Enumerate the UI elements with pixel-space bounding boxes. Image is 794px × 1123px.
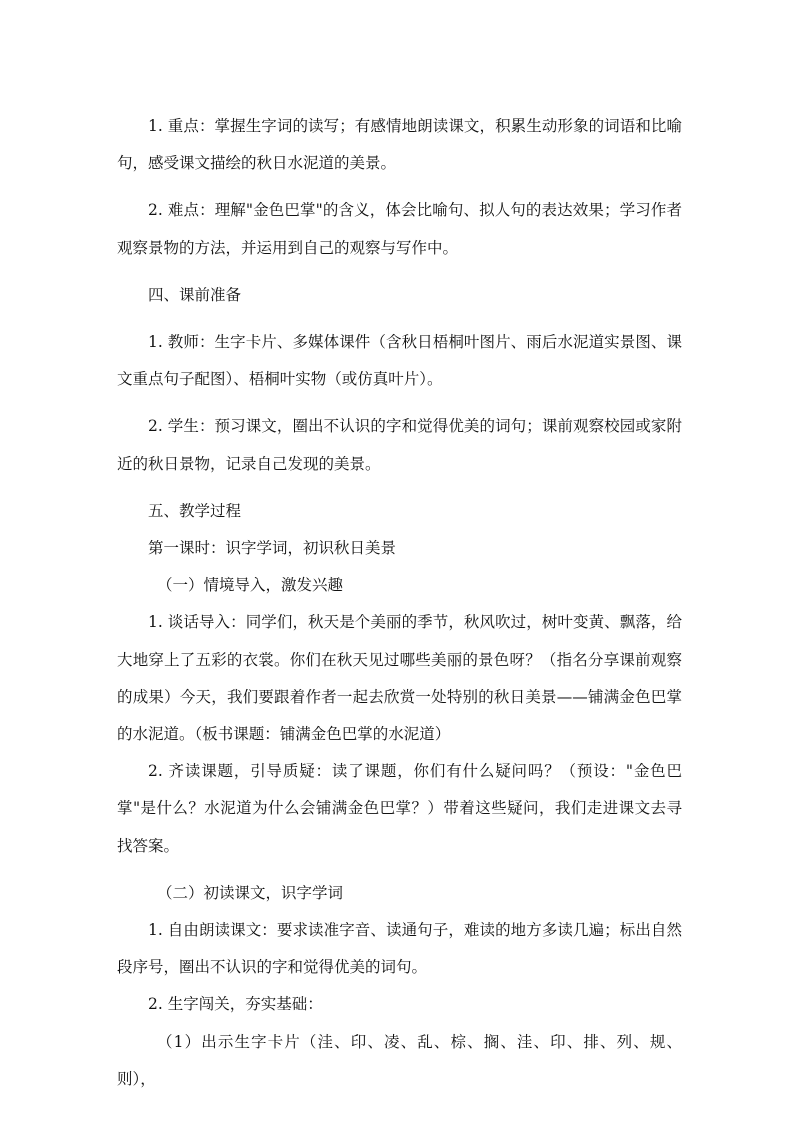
paragraph-student-preparation: 2. 学生：预习课文，圈出不认识的字和觉得优美的词句；课前观察校园或家附近的秋日景物，记录自己发现的美景。 — [117, 417, 682, 473]
subsection-heading-introduction: （一）情境导入，激发兴趣 — [157, 576, 344, 595]
subsection-heading-first-reading: （二）初读课文，识字学词 — [157, 883, 344, 902]
paragraph-character-challenge: 2. 生字闯关，夯实基础： — [148, 995, 323, 1014]
paragraph-difficult-points: 2. 难点：理解"金色巴掌"的含义，体会比喻句、拟人句的表达效果；学习作者观察景物的方法，并运用到自己的观察与写作中。 — [117, 201, 682, 257]
paragraph-free-reading: 1. 自由朗读课文：要求读准字音、读通句子，难读的地方多读几遍；标出自然段序号，圈出不认识的字和觉得优美的词句。 — [117, 921, 682, 977]
lesson-heading-first: 第一课时：识字学词，初识秋日美景 — [148, 539, 397, 558]
document-body — [117, 108, 682, 1098]
paragraph-key-points: 1. 重点：掌握生字词的读写；有感情地朗读课文，积累生动形象的词语和比喻句，感受课文描绘的秋日水泥道的美景。 — [117, 117, 682, 173]
section-heading-preparation: 四、课前准备 — [148, 285, 242, 304]
section-heading-process: 五、教学过程 — [148, 501, 242, 520]
paragraph-teacher-preparation: 1. 教师：生字卡片、多媒体课件（含秋日梧桐叶图片、雨后水泥道实景图、课文重点句子配图）、梧桐叶实物（或仿真叶片）。 — [117, 333, 682, 389]
paragraph-conversation-intro: 1. 谈话导入：同学们，秋天是个美丽的季节，秋风吹过，树叶变黄、飘落，给大地穿上了五彩的衣裳。你们在秋天见过哪些美丽的景色呀？（指名分享课前观察的成果）今天，我们要跟着作者一起去欣赏一处特别的秋日美景——铺满金色巴掌的水泥道。（板书课题：铺满金色巴掌的水泥道） — [117, 613, 682, 744]
paragraph-title-reading: 2. 齐读课题，引导质疑：读了课题，你们有什么疑问吗？（预设："金色巴掌"是什么？水泥道为什么会铺满金色巴掌？）带着这些疑问，我们走进课文去寻找答案。 — [117, 762, 682, 855]
paragraph-character-cards: （1）出示生字卡片（洼、印、凌、乱、棕、搁、洼、印、排、列、规、则）， — [117, 1032, 682, 1088]
